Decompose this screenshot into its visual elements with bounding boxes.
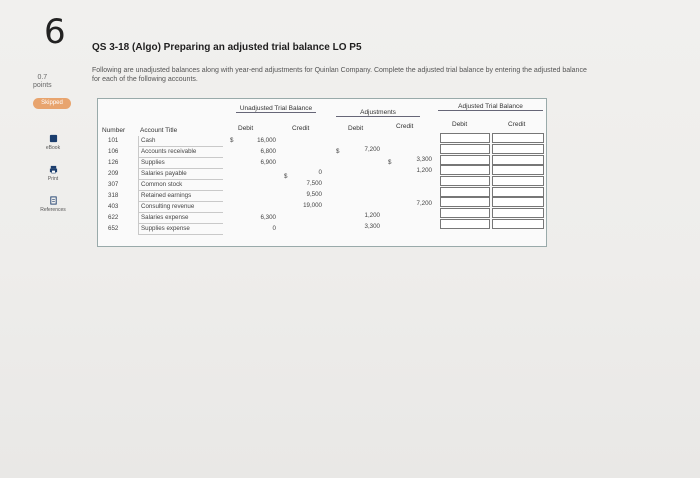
account-title: Supplies (141, 159, 165, 166)
status-badge: Skipped (33, 98, 71, 109)
header-adj-debit: Debit (348, 125, 364, 132)
account-title: Common stock (141, 181, 183, 188)
sidebar-references[interactable] (38, 196, 68, 213)
row-number: 652 (108, 225, 119, 232)
adjusted-credit-input[interactable] (492, 155, 544, 165)
header-number: Number (102, 127, 126, 134)
row-number: 209 (108, 170, 119, 177)
unadjusted-debit: 6,900 (260, 159, 276, 166)
unadjusted-debit: 16,000 (257, 137, 276, 144)
trial-balance-worksheet (97, 98, 547, 247)
account-title: Accounts receivable (141, 148, 197, 155)
unadjusted-credit: 9,500 (306, 191, 322, 198)
adjusted-credit-input[interactable] (492, 176, 544, 186)
row-number: 622 (108, 214, 119, 221)
row-number: 403 (108, 203, 119, 210)
adjusted-credit-input[interactable] (492, 133, 544, 143)
unadjusted-credit: 7,500 (306, 180, 322, 187)
printer-icon (49, 165, 58, 174)
adjusted-credit-input[interactable] (492, 219, 544, 229)
sidebar-ebook[interactable] (38, 134, 68, 151)
unadjusted-credit: 19,000 (303, 202, 322, 209)
adjustment-credit: 3,300 (416, 156, 432, 163)
account-title: Supplies expense (141, 225, 190, 232)
adjusted-debit-input[interactable] (440, 176, 490, 186)
account-title: Consulting revenue (141, 203, 195, 210)
sidebar-references-label: References (40, 207, 66, 213)
adjusted-credit-input[interactable] (492, 197, 544, 207)
adjustment-debit: 7,200 (364, 146, 380, 153)
adjusted-credit-input[interactable] (492, 187, 544, 197)
adjustment-credit: 7,200 (416, 200, 432, 207)
instructions-text: Following are unadjusted balances along with year-end adjustments for Quinlan Company. Complete the adjusted trial balance by entering the adjusted balance for each of the following accounts. (92, 67, 587, 83)
document-icon (49, 196, 58, 205)
header-unadj-debit: Debit (238, 125, 254, 132)
adjusted-credit-input[interactable] (492, 165, 544, 175)
adjusted-debit-input[interactable] (440, 144, 490, 154)
sidebar-print-label: Print (47, 176, 59, 182)
row-number: 318 (108, 192, 119, 199)
row-number: 307 (108, 181, 119, 188)
header-unadjusted: Unadjusted Trial Balance (236, 105, 316, 113)
account-title: Cash (141, 137, 156, 144)
unadjusted-debit: 6,800 (260, 148, 276, 155)
adjusted-debit-input[interactable] (440, 155, 490, 165)
header-adjusted-credit: Credit (508, 121, 526, 128)
adjusted-debit-input[interactable] (440, 219, 490, 229)
points-indicator (33, 74, 52, 90)
header-adjusted-debit: Debit (452, 121, 468, 128)
account-title: Salaries payable (141, 170, 187, 177)
sidebar-print[interactable] (38, 165, 68, 182)
sidebar-ebook-label: eBook (45, 145, 61, 151)
unadjusted-debit: 6,300 (260, 214, 276, 221)
header-unadj-credit: Credit (292, 125, 310, 132)
dollar-sign: $ (230, 137, 234, 144)
dollar-sign: $ (284, 173, 288, 180)
adjusted-debit-input[interactable] (440, 133, 490, 143)
header-adjustments: Adjustments (336, 109, 420, 117)
header-account-title: Account Title (140, 127, 178, 134)
row-number: 101 (108, 137, 119, 144)
adjusted-credit-input[interactable] (492, 144, 544, 154)
adjusted-debit-input[interactable] (440, 197, 490, 207)
header-adjusted: Adjusted Trial Balance (438, 103, 543, 111)
adjusted-credit-input[interactable] (492, 208, 544, 218)
adjusted-debit-input[interactable] (440, 187, 490, 197)
unadjusted-credit: 0 (318, 169, 322, 176)
adjustment-debit: 1,200 (364, 212, 380, 219)
dollar-sign: $ (336, 148, 340, 155)
page-title: QS 3-18 (Algo) Preparing an adjusted trial balance LO P5 (92, 42, 362, 53)
account-title: Salaries expense (141, 214, 189, 221)
row-number: 126 (108, 159, 119, 166)
question-number: 6 (44, 12, 66, 52)
points-label: points (33, 82, 52, 89)
adjusted-debit-input[interactable] (440, 165, 490, 175)
adjustment-debit: 3,300 (364, 223, 380, 230)
row-number: 106 (108, 148, 119, 155)
adjusted-debit-input[interactable] (440, 208, 490, 218)
adjustment-credit: 1,200 (416, 167, 432, 174)
unadjusted-debit: 0 (272, 225, 276, 232)
points-value: 0.7 (37, 74, 48, 81)
dollar-sign: $ (388, 159, 392, 166)
book-icon (49, 134, 58, 143)
account-title: Retained earnings (141, 192, 192, 199)
header-adj-credit: Credit (396, 123, 414, 130)
